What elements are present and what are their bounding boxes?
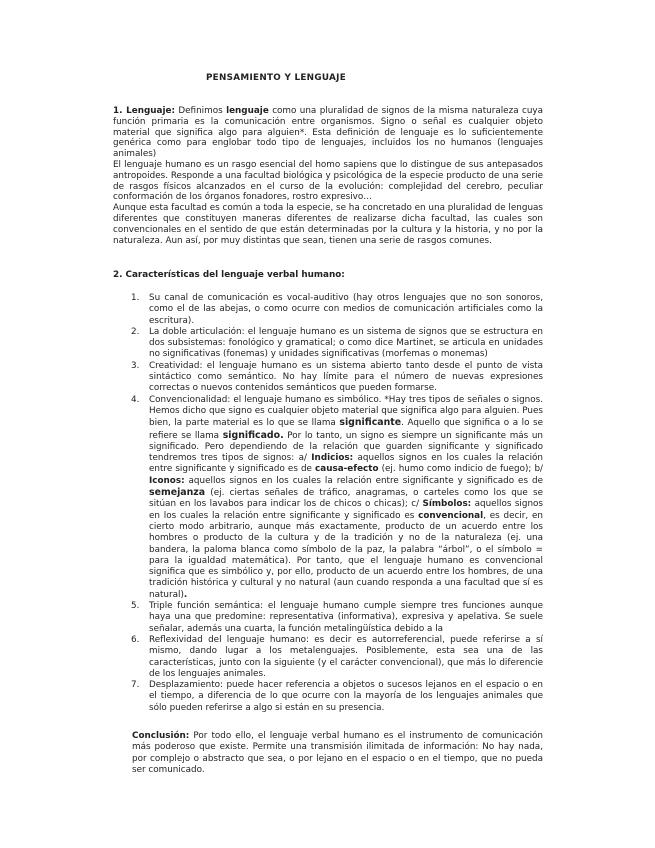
list-number: 6. (131, 634, 140, 645)
text-run: , es decir, en cierto modo arbitrario, aunque más exactamente, producto de un acuerdo entre los hombres o producto de la cultura y de la tradición y no de la naturaleza (ej. una bandera, la paloma blanca como símbolo de la paz, la palabra “árbol”, o el símbolo = para la igualdad matemática). Por tanto, que el lenguaje humano es convencional significa que es simbólico y, por ello, producto de un acuerdo entre los hombres, de una tradición histórica y cultural y no natural (aun cuando responda a una facultad que sí es natural) (149, 510, 543, 600)
list-item (113, 327, 543, 361)
text-run: (ej. ciertas señales de tráfico, anagramas, o carteles como los que se sitúan en los lavabos para indicar los de chicos o chicas); c/ (149, 488, 543, 510)
list-item-text: Triple función semántica: el lenguaje humano cumple siempre tres funciones aunque haya una que predomine: representativa (informativa), expresiva y apelativa. Se suele señalar, además una cuarta, la función metalingüística debido a la (149, 601, 543, 634)
text-run: (ej. humo como indicio de fuego); b/ (378, 464, 543, 475)
list-item (113, 395, 543, 601)
list-item (113, 680, 543, 714)
list-number: 5. (131, 601, 140, 612)
term-convencional: convencional (418, 510, 484, 521)
term-simbolos: Símbolos: (422, 499, 472, 510)
text-run: aquellos signos en los cuales la relación entre significante y significado es de (149, 453, 543, 475)
text-run: como una pluralidad de signos de la misma naturaleza cuya función primaria es la comunicación entre organismos. Signo o señal es cualquier objeto material que significa algo para alguien*. Esta definición de lenguaje es lo suficientemente genérica como para englobar todo tipo de lenguajes, incluidos los no humanos (lenguajes animales) (113, 106, 544, 160)
list-item-text: Reflexividad del lenguaje humano: es decir es autorreferencial, puede referirse a sí mismo, dando lugar a los metalenguajes. Posiblemente, esta sea una de las características, junto con la siguiente (y el carácter convencional), que más lo diferencie de los lenguajes animales. (149, 634, 543, 679)
section-heading-caracteristicas: 2. Características del lenguaje verbal humano: (113, 270, 345, 280)
term-causa-efecto: causa-efecto (315, 464, 379, 475)
term-semejanza: semejanza (149, 487, 206, 499)
text-run: aquellos signos en los cuales la relación entre significante y significado es de (184, 475, 543, 486)
list-item-text: Desplazamiento: puede hacer referencia a objetos o sucesos lejanos en el espacio o en el tiempo, a diferencia de lo que ocurre con la mayoría de los lenguajes animales que sólo pueden referirse a algo si están en su presencia. (149, 680, 543, 713)
text-run-period: . (183, 589, 188, 600)
text-run: Por lo tanto, un signo es siempre un significante más un significado. Pero dependiendo de la relación que guarden significante y significado tendremos tres tipos de signos: a/ (149, 430, 543, 464)
section-lenguaje-paragraph-1 (113, 106, 543, 160)
section-heading: 1. Lenguaje: (113, 106, 175, 116)
term-iconos: Iconos: (149, 475, 185, 486)
list-item (113, 293, 543, 327)
text-run: . Aquello que significa o a lo se refiere se llama (149, 418, 543, 441)
text-run: aquellos signos en los cuales la relación entre significante y significado es (149, 499, 543, 521)
list-item-text: Su canal de comunicación es vocal-auditivo (hay otros lenguajes que no son sonoros, como el de las abejas, o como ocurre con medios de comunicación artificiales como la escritura). (149, 293, 543, 326)
list-number: 1. (131, 293, 140, 303)
list-item (113, 601, 543, 635)
characteristics-list (113, 293, 543, 714)
list-number: 7. (131, 680, 140, 691)
text-run: Definimos (174, 106, 227, 116)
page-title: PENSAMIENTO Y LENGUAJE (205, 73, 347, 83)
conclusion-paragraph (132, 731, 543, 776)
section-lenguaje-paragraph-2: El lenguaje humano es un rasgo esencial del homo sapiens que lo distingue de sus antepasados antropoides. Responde a una facultad biológica y psicológica de la especie producto de una serie de rasgos físicos alcanzados en el curso de la evolución: complejidad del cerebro, peculiar conformación de los órganos fonadores, rostro expresivo… (113, 159, 543, 203)
list-item (113, 635, 543, 680)
conclusion-text: Por todo ello, el lenguaje verbal humano es el instrumento de comunicación más poderoso que existe. Permite una transmisión ilimitada de información: No hay nada, por complejo o abstracto que sea, o por lejano en el espacio o en el tiempo, que no pueda ser comunicado. (132, 731, 543, 775)
term-indicios: Indicios: (311, 453, 354, 464)
list-item-text: Creatividad: el lenguaje humano es un sistema abierto tanto desde el punto de vista sintáctico como semántico. No hay límite para el número de nuevas expresiones correctas o nuevos contenidos semánticos que pueden formarse. (149, 360, 543, 394)
conclusion-label: Conclusión: (132, 731, 190, 741)
section-lenguaje (113, 106, 543, 246)
term-lenguaje: lenguaje (226, 106, 269, 116)
term-significante: significante (339, 417, 402, 429)
section-lenguaje-paragraph-3: Aunque esta facultad es común a toda la especie, se ha concretado en una pluralidad de lenguas diferentes que constituyen maneras diferentes de realizarse dicha facultad, las cuales son convencionales en el sentido de que están determinadas por la cultura y la historia, y no por la naturaleza. Aun así, por muy distintas que sean, tienen una serie de rasgos comunes. (113, 203, 543, 246)
list-item (113, 361, 543, 395)
list-item-text: La doble articulación: el lenguaje humano es un sistema de signos que se estructura en dos subsistemas: fonológico y gramatical; o como dice Martinet, se articula en unidades no significativas (fonemas) y unidades significativas (morfemas o monemas) (149, 326, 543, 360)
list-number: 2. (131, 326, 140, 337)
list-number: 4. (131, 394, 140, 405)
term-significado: significado. (222, 429, 284, 441)
text-run: Convencionalidad: el lenguaje humano es simbólico. *Hay tres tipos de señales o signos. Hemos dicho que signo es cualquier objeto material que significa algo para alguien. Pues bien, la parte material es lo que se llama (149, 394, 543, 429)
list-number: 3. (131, 360, 140, 371)
